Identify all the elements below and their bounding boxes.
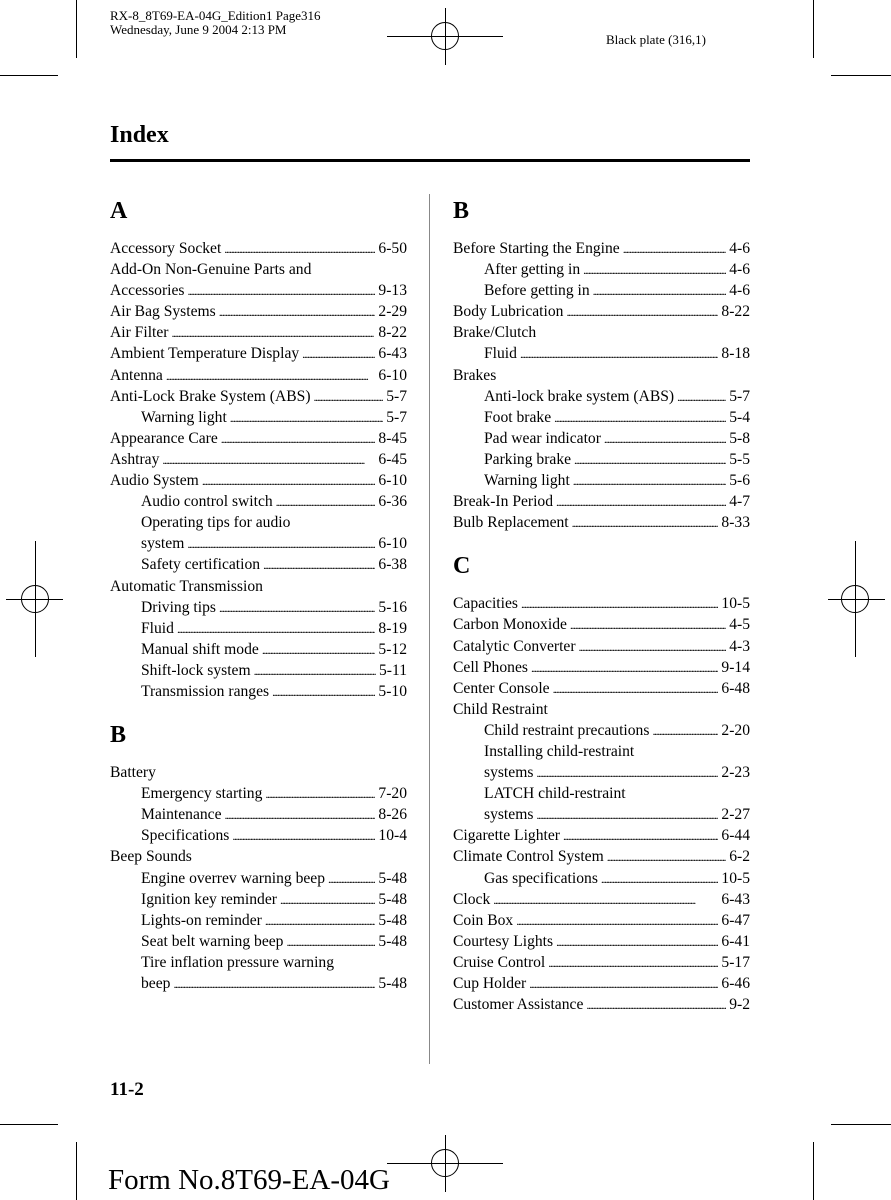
entry-text: Brake/Clutch [453,324,537,342]
entry-page: 6-47 [721,911,750,929]
index-subentry [453,280,750,301]
entry-text: Battery [110,764,156,782]
entry-text: Brakes [453,366,497,384]
index-entry [453,301,750,322]
entry-text: Seat belt warning beep [141,932,284,950]
plate-label: Black plate (316,1) [606,32,706,47]
index-subentry [110,660,407,681]
dot-leader [276,491,376,512]
entry-text: Warning light [484,472,570,490]
entry-page: 4-7 [729,493,750,511]
dot-leader [328,868,375,889]
entry-text: Foot brake [484,408,552,426]
entry-text: systems [484,806,534,824]
entry-page: 5-6 [729,472,750,490]
dot-leader [265,910,376,931]
dot-leader [583,259,726,280]
entry-page: 5-48 [378,890,407,908]
dot-leader [548,952,718,973]
index-subentry [110,804,407,825]
index-entry [110,301,407,322]
entry-text: Clock [453,890,491,908]
section-letter: A [110,198,128,224]
entry-text: Air Filter [110,324,169,342]
entry-page: 6-10 [378,535,407,553]
dot-leader [262,639,376,660]
entry-text: Parking brake [484,450,572,468]
index-subentry [453,720,750,741]
entry-text: Manual shift mode [141,640,259,658]
dot-leader [607,846,726,867]
index-subentry [453,783,750,804]
entry-text: Ambient Temperature Display [110,345,300,363]
entry-page: 5-16 [378,598,407,616]
index-subentry [110,533,407,554]
title-rule [110,159,750,162]
entry-page: 5-10 [378,682,407,700]
entry-page: 5-5 [729,450,750,468]
dot-leader [280,889,375,910]
entry-page: 8-26 [378,806,407,824]
dot-leader [579,636,727,657]
dot-leader [187,533,375,554]
entry-page: 8-22 [721,303,750,321]
dot-leader [187,280,375,301]
index-entry [453,614,750,635]
entry-page: 8-45 [378,429,407,447]
entry-text: Courtesy Lights [453,932,554,950]
entry-text: Cell Phones [453,658,528,676]
entry-text: Warning light [141,408,227,426]
entry-page: 6-45 [378,450,407,468]
entry-text: Cigarette Lighter [453,827,560,845]
entry-text: Operating tips for audio [141,514,291,532]
entry-page: 7-20 [378,785,407,803]
entry-page: 5-8 [729,429,750,447]
index-entry [453,825,750,846]
dot-leader [162,449,375,470]
index-subentry [453,386,750,407]
dot-leader [623,238,726,259]
entry-text: Accessory Socket [110,240,222,257]
entry-text: Fluid [484,345,517,363]
entry-text: Air Bag Systems [110,303,216,321]
entry-text: After getting in [484,261,581,279]
entry-page: 6-46 [721,975,750,992]
entry-page: 5-12 [378,640,407,658]
print-info [110,9,321,37]
entry-page: 2-29 [378,303,407,321]
entry-page: 4-5 [729,616,750,634]
dot-leader [529,973,718,994]
page-number: 11-2 [110,1079,144,1100]
index-entry [110,259,407,280]
dot-leader [652,720,718,741]
index-subentry [110,618,407,639]
section-letter: C [453,553,471,580]
index-subentry [110,952,407,973]
index-list [453,238,750,533]
entry-page: 8-18 [721,345,750,363]
index-subentry [453,868,750,889]
index-subentry [110,889,407,910]
entry-text: Cup Holder [453,975,527,992]
index-entry [453,365,750,386]
entry-text: Tire inflation pressure warning [141,953,335,971]
form-number: Form No.8T69-EA-04G [108,1164,390,1196]
entry-text: Emergency starting [141,785,263,803]
dot-leader [224,238,375,259]
entry-page: 6-10 [378,472,407,490]
dot-leader [254,660,376,681]
entry-text: LATCH child-restraint [484,785,626,803]
dot-leader [173,973,375,994]
entry-text: Catalytic Converter [453,637,576,655]
index-subentry [453,343,750,364]
dot-leader [573,470,726,491]
index-entry [453,952,750,973]
dot-leader [677,386,726,407]
index-entry [110,428,407,449]
index-entry [453,512,750,533]
entry-text: systems [484,764,534,782]
entry-text: Ignition key reminder [141,890,277,908]
entry-page: 8-33 [721,514,750,532]
index-entry [110,762,407,783]
entry-text: Driving tips [141,598,216,616]
entry-page: 6-38 [378,556,407,574]
index-subentry [110,868,407,889]
entry-page: 4-6 [729,240,750,257]
entry-text: Child restraint precautions [484,721,650,739]
entry-page: 6-48 [721,679,750,697]
dot-leader [572,512,719,533]
entry-page: 5-48 [378,869,407,887]
dot-leader [202,470,376,491]
index-entry [110,449,407,470]
dot-leader [553,678,719,699]
dot-leader [493,889,718,910]
entry-text: Climate Control System [453,848,604,866]
entry-page: 6-44 [721,827,750,845]
entry-page: 6-41 [721,932,750,950]
dot-leader [521,593,718,614]
entry-text: Audio control switch [141,493,273,511]
section-letter: B [110,722,127,749]
entry-text: Center Console [453,679,550,697]
entry-page: 9-2 [729,996,750,1014]
dot-leader [272,681,375,702]
index-column-right [453,196,750,1015]
entry-text: beep [141,975,171,992]
index-entry [453,636,750,657]
entry-text: Automatic Transmission [110,577,263,595]
entry-text: Transmission ranges [141,682,270,700]
entry-text: Bulb Replacement [453,514,569,532]
dot-leader [230,407,383,428]
entry-page: 5-7 [386,387,407,405]
page-title: Index [110,122,169,148]
entry-page: 5-17 [721,953,750,971]
dot-leader [566,301,718,322]
index-entry [110,280,407,301]
entry-page: 2-20 [721,721,750,739]
dot-leader [263,554,375,575]
index-entry [453,322,750,343]
index-list [453,593,750,1015]
entry-text: system [141,535,185,553]
index-subentry [110,407,407,428]
dot-leader [601,868,719,889]
entry-page: 9-13 [378,282,407,300]
section-gap [110,702,407,720]
index-entry [453,699,750,720]
entry-page: 5-11 [378,661,407,679]
entry-text: Appearance Care [110,429,218,447]
entry-text: Coin Box [453,911,514,929]
section-gap [453,533,750,551]
entry-text: Safety certification [141,556,261,574]
index-list [110,238,407,702]
index-subentry [110,597,407,618]
entry-text: Gas specifications [484,869,598,887]
index-subentry [110,512,407,533]
index-subentry [110,931,407,952]
print-info-file: RX-8_8T69-EA-04G_Edition1 Page316 [110,8,321,23]
dot-leader [556,491,726,512]
entry-page: 6-36 [378,493,407,511]
dot-leader [286,931,375,952]
section-letter: B [453,198,470,224]
entry-text: Audio System [110,472,199,490]
index-entry [110,365,407,386]
index-entry [453,994,750,1015]
entry-page: 5-7 [729,387,750,405]
print-info-date: Wednesday, June 9 2004 2:13 PM [110,22,287,37]
entry-text: Anti-Lock Brake System (ABS) [110,387,311,405]
dot-leader [593,280,727,301]
index-entry [110,470,407,491]
dot-leader [219,301,376,322]
entry-text: Before getting in [484,282,590,300]
dot-leader [604,428,726,449]
entry-page: 10-5 [721,595,750,613]
index-entry [453,910,750,931]
index-entry [453,889,750,910]
entry-text: Shift-lock system [141,661,251,679]
index-subentry [453,470,750,491]
entry-page: 6-10 [378,366,407,384]
entry-text: Engine overrev warning beep [141,869,326,887]
dot-leader [586,994,726,1015]
index-subentry [110,639,407,660]
entry-page: 10-5 [721,869,750,887]
index-subentry [453,407,750,428]
dot-leader [225,804,376,825]
index-entry [110,343,407,364]
dot-leader [171,322,375,343]
entry-text: Cruise Control [453,953,546,971]
entry-text: Specifications [141,827,230,845]
dot-leader [302,343,375,364]
index-subentry [110,491,407,512]
entry-text: Lights-on reminder [141,911,262,929]
dot-leader [232,825,375,846]
index-subentry [110,681,407,702]
index-subentry [453,449,750,470]
index-entry [453,846,750,867]
index-subentry [453,741,750,762]
entry-page: 6-2 [729,848,750,866]
entry-page: 8-22 [378,324,407,342]
dot-leader [536,762,718,783]
index-subentry [110,554,407,575]
entry-text: Beep Sounds [110,848,192,866]
index-entry [453,931,750,952]
dot-leader [554,407,726,428]
index-subentry [110,973,407,994]
index-column-left [110,196,407,994]
entry-page: 9-14 [721,658,750,676]
index-entry [110,576,407,597]
index-entry [110,322,407,343]
dot-leader [219,597,375,618]
index-subentry [453,762,750,783]
index-entry [110,386,407,407]
entry-text: Anti-lock brake system (ABS) [484,387,675,405]
dot-leader [516,910,718,931]
index-subentry [110,910,407,931]
index-subentry [453,804,750,825]
entry-text: Maintenance [141,806,222,824]
entry-page: 2-27 [721,806,750,824]
index-list [110,762,407,994]
index-entry [453,678,750,699]
entry-page: 6-43 [378,345,407,363]
dot-leader [563,825,718,846]
index-entry [453,491,750,512]
entry-page: 6-50 [378,240,407,257]
entry-text: Installing child-restraint [484,742,635,760]
dot-leader [166,365,376,386]
dot-leader [531,657,718,678]
entry-text: Fluid [141,619,174,637]
dot-leader [536,804,718,825]
dot-leader [177,618,375,639]
index-subentry [453,259,750,280]
entry-page: 5-4 [729,408,750,426]
entry-page: 10-4 [378,827,407,845]
entry-page: 8-19 [378,619,407,637]
entry-page: 5-48 [378,932,407,950]
index-entry [453,973,750,994]
dot-leader [520,343,718,364]
index-entry [453,593,750,614]
entry-text: Before Starting the Engine [453,240,620,257]
entry-text: Child Restraint [453,700,548,718]
index-subentry [453,428,750,449]
entry-page: 6-43 [721,890,750,908]
entry-page: 4-6 [729,282,750,300]
entry-page: 5-48 [378,975,407,992]
index-entry [453,238,750,259]
entry-text: Break-In Period [453,493,554,511]
entry-page: 5-7 [386,408,407,426]
index-subentry [110,825,407,846]
dot-leader [221,428,376,449]
entry-page: 5-48 [378,911,407,929]
dot-leader [265,783,375,804]
entry-text: Pad wear indicator [484,429,601,447]
entry-page: 4-3 [729,637,750,655]
entry-text: Antenna [110,366,163,384]
entry-text: Accessories [110,282,185,300]
dot-leader [556,931,718,952]
entry-page: 2-23 [721,764,750,782]
dot-leader [570,614,726,635]
entry-text: Body Lubrication [453,303,564,321]
index-subentry [110,783,407,804]
dot-leader [574,449,726,470]
entry-text: Customer Assistance [453,996,584,1014]
entry-text: Ashtray [110,450,160,468]
index-entry [453,657,750,678]
column-divider [429,194,430,1064]
entry-text: Capacities [453,595,518,613]
index-entry [110,846,407,867]
entry-text: Add-On Non-Genuine Parts and [110,261,312,279]
index-entry [110,238,407,259]
entry-page: 4-6 [729,261,750,279]
entry-text: Carbon Monoxide [453,616,567,634]
dot-leader [314,386,384,407]
